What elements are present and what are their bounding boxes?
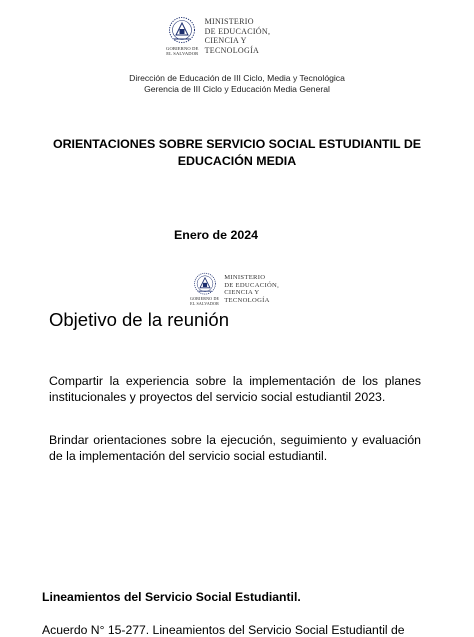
coat-of-arms-icon bbox=[193, 272, 217, 297]
objective-heading: Objetivo de la reunión bbox=[49, 309, 229, 330]
ministry-line-2: DE EDUCACIÓN, bbox=[204, 26, 271, 36]
seal-caption-small-line-1: GOBIERNO DE bbox=[190, 296, 220, 301]
objective-paragraph-2 bbox=[49, 432, 421, 464]
government-seal bbox=[166, 16, 199, 56]
ministry-small-line-4: TECNOLOGÍA bbox=[224, 296, 270, 304]
document-title-line-1: ORIENTACIONES SOBRE SERVICIO SOCIAL ESTUDIANTIL DE bbox=[52, 137, 422, 151]
coat-of-arms-icon bbox=[168, 16, 196, 46]
ministry-name bbox=[205, 17, 271, 55]
ministry-line-3: CIENCIA Y bbox=[204, 36, 247, 45]
management-name: Gerencia de III Ciclo y Educación Media General bbox=[144, 84, 330, 94]
guidelines-heading: Lineamientos del Servicio Social Estudiantil. bbox=[42, 590, 301, 604]
ministry-small-line-3: CIENCIA Y bbox=[224, 289, 260, 297]
ministry-logo-small bbox=[190, 272, 279, 306]
ministry-line-1: MINISTERIO bbox=[204, 17, 254, 26]
direction-name: Dirección de Educación de III Ciclo, Media y Tecnológica bbox=[129, 73, 345, 83]
objective-paragraph-1 bbox=[49, 373, 421, 405]
ministry-line-4: TECNOLOGÍA bbox=[204, 45, 260, 55]
ministry-small-line-2: DE EDUCACIÓN, bbox=[224, 281, 280, 289]
document-title-line-2: EDUCACIÓN MEDIA bbox=[177, 154, 297, 168]
ministry-small-line-1: MINISTERIO bbox=[224, 274, 266, 281]
objective-paragraph-1-text: Compartir la experiencia sobre la implementación de los planes institucionales y proyectos del servicio social estudiantil 2023. bbox=[49, 374, 421, 404]
document-date: Enero de 2024 bbox=[174, 228, 259, 242]
ministry-logo bbox=[166, 16, 270, 56]
seal-caption-line-2: EL SALVADOR bbox=[166, 51, 199, 56]
guidelines-partial-line: Acuerdo N° 15-277. Lineamientos del Servicio Social Estudiantil de bbox=[42, 623, 405, 637]
ministry-name-small bbox=[224, 274, 279, 304]
government-seal-small bbox=[190, 272, 219, 306]
objective-paragraph-2-text: Brindar orientaciones sobre la ejecución, seguimiento y evaluación de la implementación del servicio social estudiantil. bbox=[49, 433, 421, 463]
seal-caption-small-line-2: EL SALVADOR bbox=[190, 300, 220, 306]
seal-caption-line-1: GOBIERNO DE bbox=[166, 46, 199, 51]
